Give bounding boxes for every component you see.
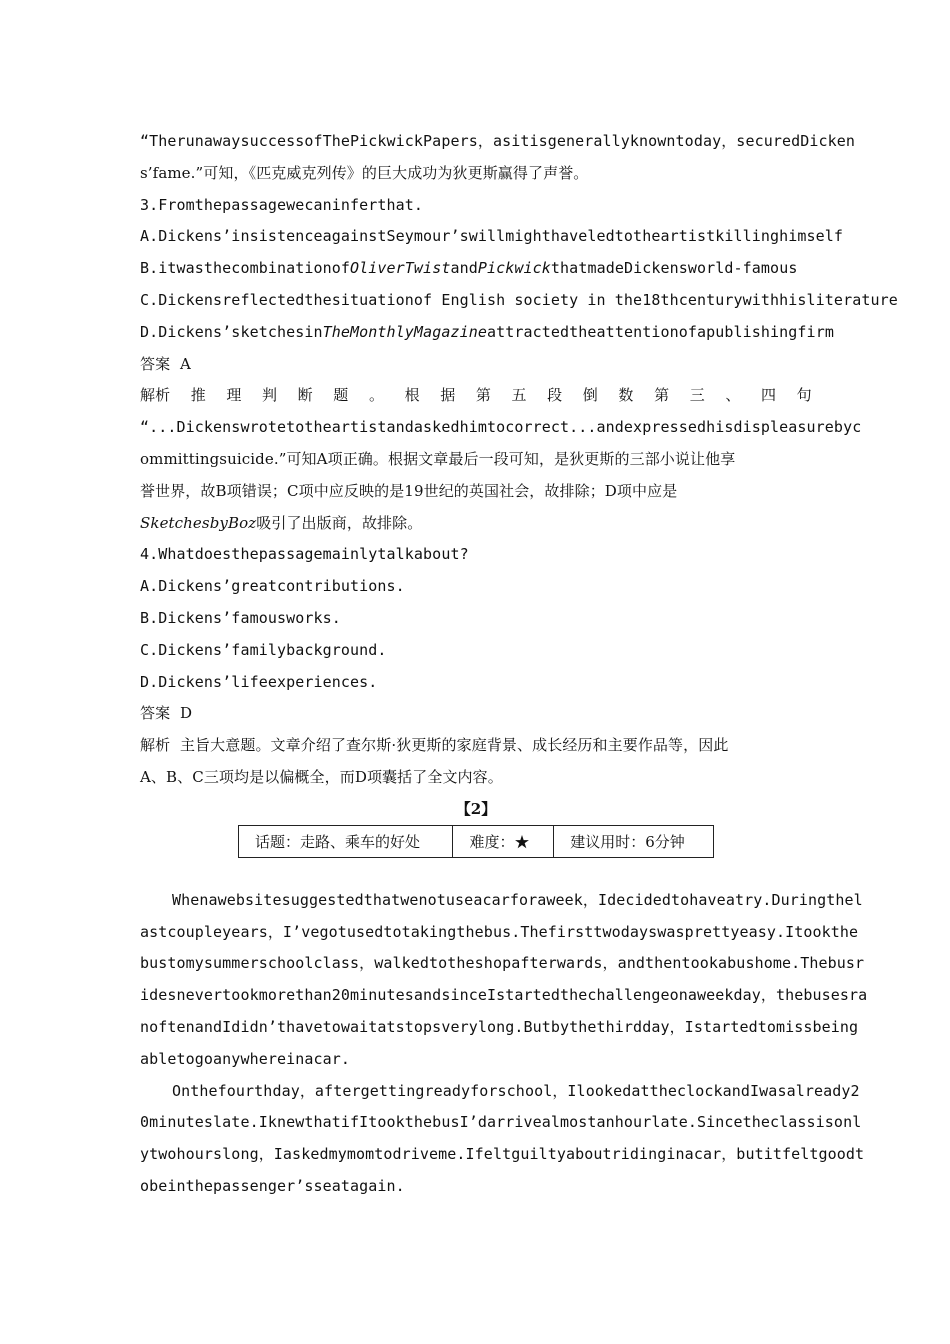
analysis-char: 五 [511, 386, 527, 405]
q3-option-a: A.Dickens’insistenceagainstSeymour’swillmighthaveledtotheartistkillinghimself [140, 227, 844, 246]
paragraph-line: noftenandIdidn’thavetowaitatstopsverylong.Butbythethirdday，Istartedtomissbeing [140, 1017, 859, 1036]
section-title: 【2】 [455, 799, 497, 818]
paragraph-line: ytwohourslong，Iaskedmymomtodriveme.Ifeltguiltyaboutridinginacar，butitfeltgoodt [140, 1145, 865, 1164]
paragraph-line: 0minuteslate.IknewthatifItookthebusI’darrivealmostanhourlate.Sincetheclassisonl [140, 1113, 862, 1132]
analysis-char: 数 [618, 386, 634, 405]
analysis-char: 判 [262, 386, 278, 405]
analysis-char: 段 [547, 386, 563, 405]
analysis-char: 三 [689, 386, 705, 405]
q3-option-d: D.Dickens’sketchesinTheMonthlyMagazineattractedtheattentionofapublishingfirm [140, 322, 834, 341]
q4-stem: 4.Whatdoesthepassagemainlytalkabout? [140, 545, 469, 564]
paragraph-line: abletogoanywhereinacar. [140, 1049, 351, 1068]
q4-analysis-line: 解析 主旨大意题。文章介绍了查尔斯·狄更斯的家庭背景、成长经历和主要作品等，因此 [140, 736, 729, 755]
q3-analysis-line: 誉世界，故B项错误；C项中应反映的是19世纪的英国社会，故排除；D项中应是 [140, 481, 678, 500]
paragraph-line: idesnevertookmorethan20minutesandsinceIstartedthechallengeonaweekday，thebusesra [140, 986, 868, 1005]
q3-stem: 3.Fromthepassagewecaninferthat. [140, 195, 424, 214]
analysis-char: 据 [440, 386, 456, 405]
q4-answer: 答案 D [140, 704, 193, 723]
analysis-label: 解析 [140, 386, 171, 405]
analysis-char: 四 [760, 386, 777, 405]
paragraph-line: Whenawebsitesuggestedthatwenotuseacarforaweek，Idecidedtohaveatry.Duringthel [172, 890, 863, 909]
paragraph-line: astcoupleyears，I’vegotusedtotakingthebus.Thefirsttwodayswasprettyeasy.Itookthe [140, 922, 859, 941]
passage2-paragraph-2 [140, 1076, 865, 1203]
paragraph-line: bustomysummerschoolclass，walkedtotheshopafterwards，andthentookabushome.Thebusr [140, 954, 865, 973]
q4-option-a: A.Dickens’greatcontributions. [140, 577, 405, 596]
difficulty-cell: 难度：★ [453, 825, 554, 857]
analysis-char: 第 [654, 386, 670, 405]
analysis-char: 理 [226, 386, 242, 405]
q3-analysis-line: SketchesbyBoz吸引了出版商，故排除。 [140, 513, 423, 532]
q4-option-c: C.Dickens’familybackground. [140, 640, 387, 659]
passage1-quote-line: s’fame.”可知，《匹克威克列传》的巨大成功为狄更斯赢得了声誉。 [140, 163, 589, 182]
q3-option-c: C.Dickensreflectedthesituationof English society in the18thcenturywithhisliterature [140, 290, 898, 309]
analysis-char: 第 [475, 386, 491, 405]
q4-analysis-line: A、B、C三项均是以偏概全，而D项囊括了全文内容。 [140, 767, 503, 786]
q3-analysis-line: “...Dickenswrotetotheartistandaskedhimtocorrect...andexpressedhisdispleasurebyc [140, 418, 862, 437]
q3-option-b: B.itwasthecombinationofOliverTwistandPickwickthatmadeDickensworld-famous [140, 259, 798, 278]
analysis-char: 、 [725, 386, 741, 405]
q3-analysis-line [140, 380, 812, 412]
info-table [238, 825, 714, 858]
paragraph-line: obeinthepassenger’sseatagain. [140, 1176, 405, 1195]
passage1-quote-line: “TherunawaysuccessofThePickwickPapers，asitisgenerallyknowntoday，securedDicken [140, 132, 856, 150]
q3-answer: 答案 A [140, 354, 191, 373]
topic-cell: 话题：走路、乘车的好处 [239, 825, 453, 857]
passage2-paragraph-1 [140, 885, 868, 1076]
document-page [140, 126, 898, 1203]
analysis-char: 题 [333, 386, 349, 405]
analysis-char: 倒 [582, 386, 598, 405]
analysis-char: 句 [796, 386, 812, 405]
q4-option-b: B.Dickens’famousworks. [140, 608, 341, 627]
analysis-char: 根 [404, 386, 420, 405]
analysis-char: 。 [368, 386, 385, 405]
time-cell: 建议用时：6分钟 [554, 825, 714, 857]
q3-analysis-line: ommittingsuicide.”可知A项正确。根据文章最后一段可知，是狄更斯的三部小说让他享 [140, 449, 736, 468]
analysis-char: 推 [190, 386, 206, 405]
paragraph-line: Onthefourthday，aftergettingreadyforschool，IlookedattheclockandIwasalready2 [172, 1081, 860, 1100]
analysis-char: 断 [297, 386, 313, 405]
q4-option-d: D.Dickens’lifeexperiences. [140, 672, 378, 691]
